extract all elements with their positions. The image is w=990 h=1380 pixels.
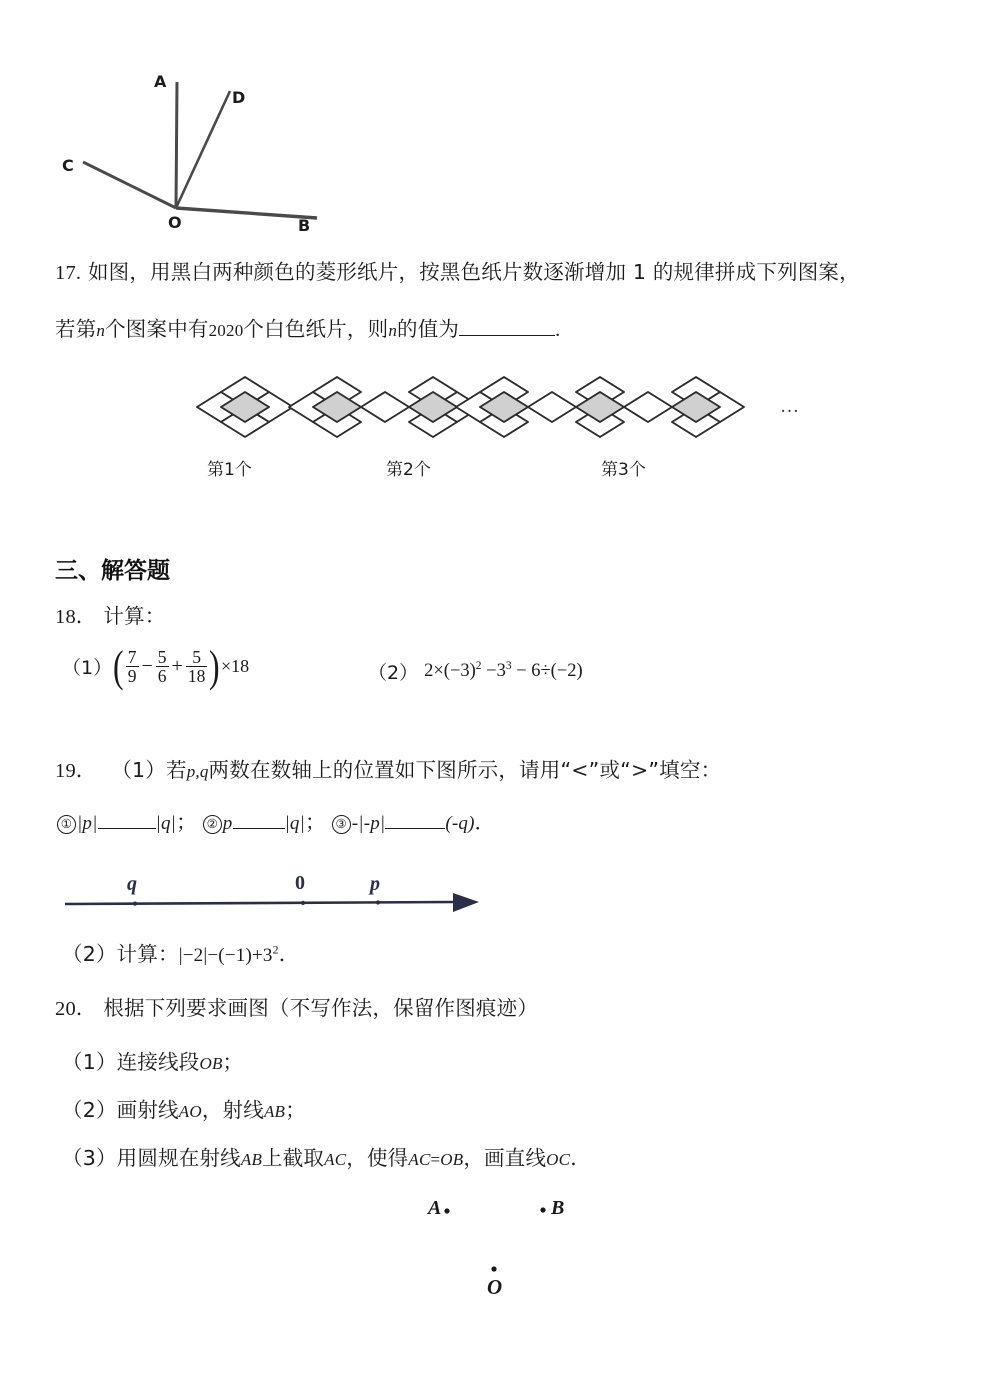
q19-blank-1-right: |q| xyxy=(155,813,177,834)
angle-label-A: A xyxy=(154,72,167,91)
q20-number: 20． xyxy=(55,998,97,1020)
q19-part2-label: （2） xyxy=(62,942,117,966)
q17-line-1 xyxy=(55,262,860,284)
q20-item-3-ray-AB: AB xyxy=(240,1150,263,1169)
q17-var-n-1: n xyxy=(96,321,106,340)
number-line-label-q: q xyxy=(127,873,137,895)
q17-text-2-post: 的值为 xyxy=(397,317,460,341)
q19-blank-2-left: p xyxy=(222,813,233,834)
q19-circle-3: ③ xyxy=(332,815,351,834)
pattern-caption-2: 第2个 xyxy=(386,460,431,480)
q20-item-1 xyxy=(62,1052,243,1073)
q17-line-2 xyxy=(55,318,560,341)
q18-part1-open-paren: ( xyxy=(113,641,124,691)
q17-answer-blank[interactable] xyxy=(459,318,555,336)
q20-prompt-line xyxy=(55,998,538,1020)
q18-frac-3 xyxy=(186,648,208,686)
q19-blank-3[interactable] xyxy=(385,813,445,829)
tick-q xyxy=(133,902,137,906)
angle-label-O: O xyxy=(168,213,182,232)
q20-item-2-pre: 画射线 xyxy=(116,1098,179,1122)
q19-blanks-end: ． xyxy=(474,812,495,834)
q18-frac-1-den: 9 xyxy=(127,666,137,687)
q19-number: 19． xyxy=(55,760,97,782)
q20-item-3-eq-AC: AC xyxy=(408,1150,431,1169)
ray-OB xyxy=(176,208,317,218)
q18-multiplier: ×18 xyxy=(220,656,250,677)
q18-part2-label: （2） xyxy=(368,662,419,684)
q18-frac-1 xyxy=(126,648,139,686)
pattern-caption-3: 第3个 xyxy=(601,460,646,480)
q19-part2-end: ． xyxy=(278,944,300,966)
point-dot-O xyxy=(491,1266,496,1271)
pattern-group-1 xyxy=(197,377,293,437)
q17-number: 17. xyxy=(55,262,82,284)
q18-frac-2-num: 5 xyxy=(157,647,167,667)
ray-OD xyxy=(176,91,230,208)
q20-prompt: 根据下列要求画图（不写作法，保留作图痕迹） xyxy=(103,996,539,1020)
q20-item-3-mid: 上截取 xyxy=(262,1146,325,1170)
ray-OA xyxy=(176,82,177,208)
point-label-O: O xyxy=(487,1275,503,1299)
q19-sep-1: ； xyxy=(176,810,197,834)
q18-frac-2 xyxy=(156,648,169,686)
pattern-ellipsis: … xyxy=(780,396,799,417)
tick-p xyxy=(376,900,380,904)
q20-item-3-label: （3） xyxy=(62,1146,117,1170)
angle-label-C: C xyxy=(62,156,74,175)
q17-count: 2020 xyxy=(208,321,244,340)
tick-0 xyxy=(301,901,305,905)
number-line-label-p: p xyxy=(370,873,380,895)
q20-item-3-post: ． xyxy=(570,1146,591,1170)
q20-item-2-mid: ，射线 xyxy=(201,1098,264,1122)
angle-label-B: B xyxy=(298,216,311,235)
q20-item-1-pre: 连接线段 xyxy=(116,1050,200,1074)
q19-part1-label: （1） xyxy=(111,758,166,782)
q18-frac-1-num: 7 xyxy=(127,647,137,667)
q20-item-2-ray-AB: AB xyxy=(263,1102,286,1121)
angle-label-D: D xyxy=(232,88,246,107)
q20-item-2 xyxy=(62,1100,306,1121)
angle-figure xyxy=(50,58,340,248)
q20-item-1-label: （1） xyxy=(62,1050,117,1074)
number-line-axis xyxy=(65,902,455,904)
q18-prompt-line xyxy=(55,606,165,628)
q20-item-3-line-OC: OC xyxy=(546,1150,571,1169)
q18-part2-expression: $2\times(-3)^2 -3^3 - 6\div(-2)$ xyxy=(424,659,583,681)
q20-item-3-eq-OB: OB xyxy=(440,1150,464,1169)
q19-circle-2: ② xyxy=(203,815,222,834)
q17-text-1: 如图，用黑白两种颜色的菱形纸片，按黑色纸片数逐渐增加 1 的规律拼成下列图案， xyxy=(87,260,860,284)
q17-text-2-pre: 若第 xyxy=(55,317,97,341)
q20-item-2-post: ； xyxy=(285,1098,306,1122)
point-dot-A xyxy=(444,1208,449,1213)
q20-item-2-ray-AO: AO xyxy=(178,1102,202,1121)
point-label-A: A xyxy=(428,1197,442,1219)
q18-frac-3-num: 5 xyxy=(192,647,201,667)
pattern-group-2 xyxy=(289,377,481,437)
q20-item-1-post: ； xyxy=(222,1050,244,1074)
q17-text-2-mid: 个图案中有 xyxy=(105,317,209,341)
number-line-arrow xyxy=(453,893,479,912)
q19-blank-2[interactable] xyxy=(233,813,285,829)
q20-item-3-mid2: ，使得 xyxy=(346,1146,409,1170)
q20-item-3-mid3: ，画直线 xyxy=(463,1146,547,1170)
pattern-caption-1: 第1个 xyxy=(207,460,252,480)
q18-part1 xyxy=(62,641,250,691)
q18-part2 xyxy=(368,658,583,685)
three-points-figure xyxy=(420,1190,620,1315)
q18-op-1: − xyxy=(141,655,153,678)
section-heading-3: 三、解答题 xyxy=(55,558,170,584)
q20-item-3-seg-AC: AC xyxy=(324,1150,347,1169)
q19-blank-2-right: |q| xyxy=(284,813,306,834)
point-dot-B xyxy=(540,1207,545,1212)
q19-part2-prompt: 计算： xyxy=(116,942,179,966)
q19-blank-1-left: |p| xyxy=(77,813,98,834)
q19-circle-1: ① xyxy=(57,815,76,834)
q18-part1-close-paren: ) xyxy=(209,641,220,691)
q19-part2-line xyxy=(62,944,299,966)
q19-blank-3-left: -|-p| xyxy=(351,813,386,834)
q20-item-3 xyxy=(62,1148,591,1169)
q17-var-n-2: n xyxy=(388,321,398,340)
point-label-B: B xyxy=(551,1197,565,1219)
q18-part1-label: （1） xyxy=(62,657,113,680)
pattern-group-3 xyxy=(456,377,744,437)
ray-OC xyxy=(83,162,176,208)
q18-frac-2-den: 6 xyxy=(157,666,167,687)
q19-vars: p,q xyxy=(186,762,209,781)
q18-prompt: 计算： xyxy=(103,604,166,628)
q19-line-1 xyxy=(55,760,721,782)
q17-text-2-mid2: 个白色纸片，则 xyxy=(243,317,389,341)
number-line-figure xyxy=(55,862,485,924)
q19-blank-1[interactable] xyxy=(98,813,156,829)
q19-blank-3-right: (-q) xyxy=(445,813,475,834)
number-line-label-0: 0 xyxy=(295,872,305,894)
q20-item-2-label: （2） xyxy=(62,1098,117,1122)
q18-frac-3-den: 18 xyxy=(187,666,206,687)
q20-item-3-pre: 用圆规在射线 xyxy=(116,1146,241,1170)
q19-part1-post: 两数在数轴上的位置如下图所示，请用“<”或“>”填空： xyxy=(208,758,722,782)
q17-period: . xyxy=(555,319,561,341)
q20-item-3-equals: = xyxy=(430,1150,441,1169)
q19-sep-2: ； xyxy=(305,810,326,834)
q19-blanks-line xyxy=(57,812,495,834)
q19-part1-pre: 若 xyxy=(165,758,187,782)
q20-item-1-seg-OB: OB xyxy=(199,1054,223,1073)
rhombus-pattern-figure xyxy=(185,360,815,455)
q18-op-2: + xyxy=(171,655,183,678)
q18-number: 18． xyxy=(55,606,97,628)
q19-part2-expression: $|-2|-(-1)+3^2$ xyxy=(178,943,279,966)
